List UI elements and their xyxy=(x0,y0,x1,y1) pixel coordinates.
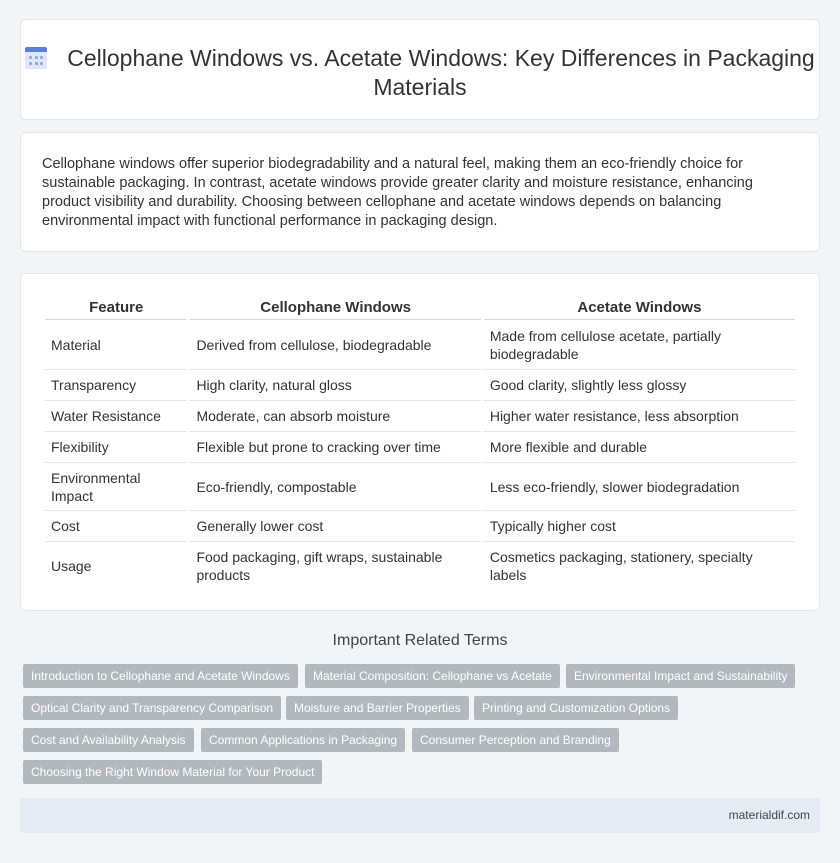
page-title-wrap xyxy=(21,44,819,102)
related-term-tag[interactable]: Choosing the Right Window Material for Your Product xyxy=(23,760,322,784)
cellophane-cell: Flexible but prone to cracking over time xyxy=(190,432,480,463)
related-terms-title: Important Related Terms xyxy=(332,632,508,649)
cellophane-cell: Food packaging, gift wraps, sustainable products xyxy=(196,549,443,583)
acetate-cell: Typically higher cost xyxy=(484,511,795,542)
acetate-cell: Good clarity, slightly less glossy xyxy=(484,370,795,401)
acetate-cell: Cosmetics packaging, stationery, specialty labels xyxy=(489,549,753,583)
feature-cell: Cost xyxy=(45,511,187,542)
related-term-tag[interactable]: Cost and Availability Analysis xyxy=(23,728,194,752)
table-row xyxy=(45,511,795,542)
column-header-feature: Feature xyxy=(45,295,187,320)
feature-cell: Transparency xyxy=(45,370,187,401)
column-header-cellophane: Cellophane Windows xyxy=(190,295,480,320)
feature-cell: Water Resistance xyxy=(45,401,187,432)
cellophane-cell: Generally lower cost xyxy=(190,511,480,542)
related-term-tag[interactable]: Printing and Customization Options xyxy=(474,696,678,720)
intro-paragraph: Cellophane windows offer superior biodegradability and a natural feel, making them an eco-friendly choice for sustainable packaging. In contrast, acetate windows provide greater clarity and moisture resistance, enhancing product visibility and durability. Choosing between cellophane and acetate windows depends on balancing environmental impact with functional performance in packaging design. xyxy=(42,156,753,229)
related-term-tag[interactable]: Common Applications in Packaging xyxy=(201,728,405,752)
acetate-cell: Higher water resistance, less absorption xyxy=(484,401,795,432)
column-header-acetate: Acetate Windows xyxy=(484,295,795,320)
related-term-tag[interactable]: Moisture and Barrier Properties xyxy=(286,696,469,720)
acetate-cell: Less eco-friendly, slower biodegradation xyxy=(484,463,795,511)
table-header-row xyxy=(45,295,795,320)
intro-card xyxy=(20,132,820,252)
cellophane-cell: Derived from cellulose, biodegradable xyxy=(190,320,480,370)
cellophane-cell: High clarity, natural gloss xyxy=(190,370,480,401)
page-title: Cellophane Windows vs. Acetate Windows: Key Differences in Packaging Materials xyxy=(67,45,815,100)
footer xyxy=(20,798,820,833)
related-term-tag[interactable]: Material Composition: Cellophane vs Acetate xyxy=(305,664,560,688)
calendar-icon xyxy=(25,47,47,69)
cellophane-cell: Moderate, can absorb moisture xyxy=(190,401,480,432)
related-term-tag[interactable]: Environmental Impact and Sustainability xyxy=(566,664,795,688)
table-row xyxy=(45,401,795,432)
feature-cell: Usage xyxy=(51,558,92,574)
table-row xyxy=(45,542,795,590)
footer-site-link[interactable]: materialdif.com xyxy=(728,808,810,822)
table-row xyxy=(45,370,795,401)
acetate-cell: Made from cellulose acetate, partially biodegradable xyxy=(484,320,795,370)
related-term-tag[interactable]: Optical Clarity and Transparency Comparison xyxy=(23,696,281,720)
table-row xyxy=(45,463,795,511)
feature-cell: Material xyxy=(45,320,187,370)
comparison-table xyxy=(42,295,798,590)
comparison-card xyxy=(20,273,820,611)
feature-cell: Flexibility xyxy=(45,432,187,463)
cellophane-cell: Eco-friendly, compostable xyxy=(190,463,480,511)
table-row xyxy=(45,432,795,463)
table-row xyxy=(45,320,795,370)
feature-cell: Environmental Impact xyxy=(45,463,187,511)
related-term-tag[interactable]: Consumer Perception and Branding xyxy=(412,728,619,752)
acetate-cell: More flexible and durable xyxy=(484,432,795,463)
related-term-tag[interactable]: Introduction to Cellophane and Acetate Windows xyxy=(23,664,298,688)
header-card xyxy=(20,19,820,120)
